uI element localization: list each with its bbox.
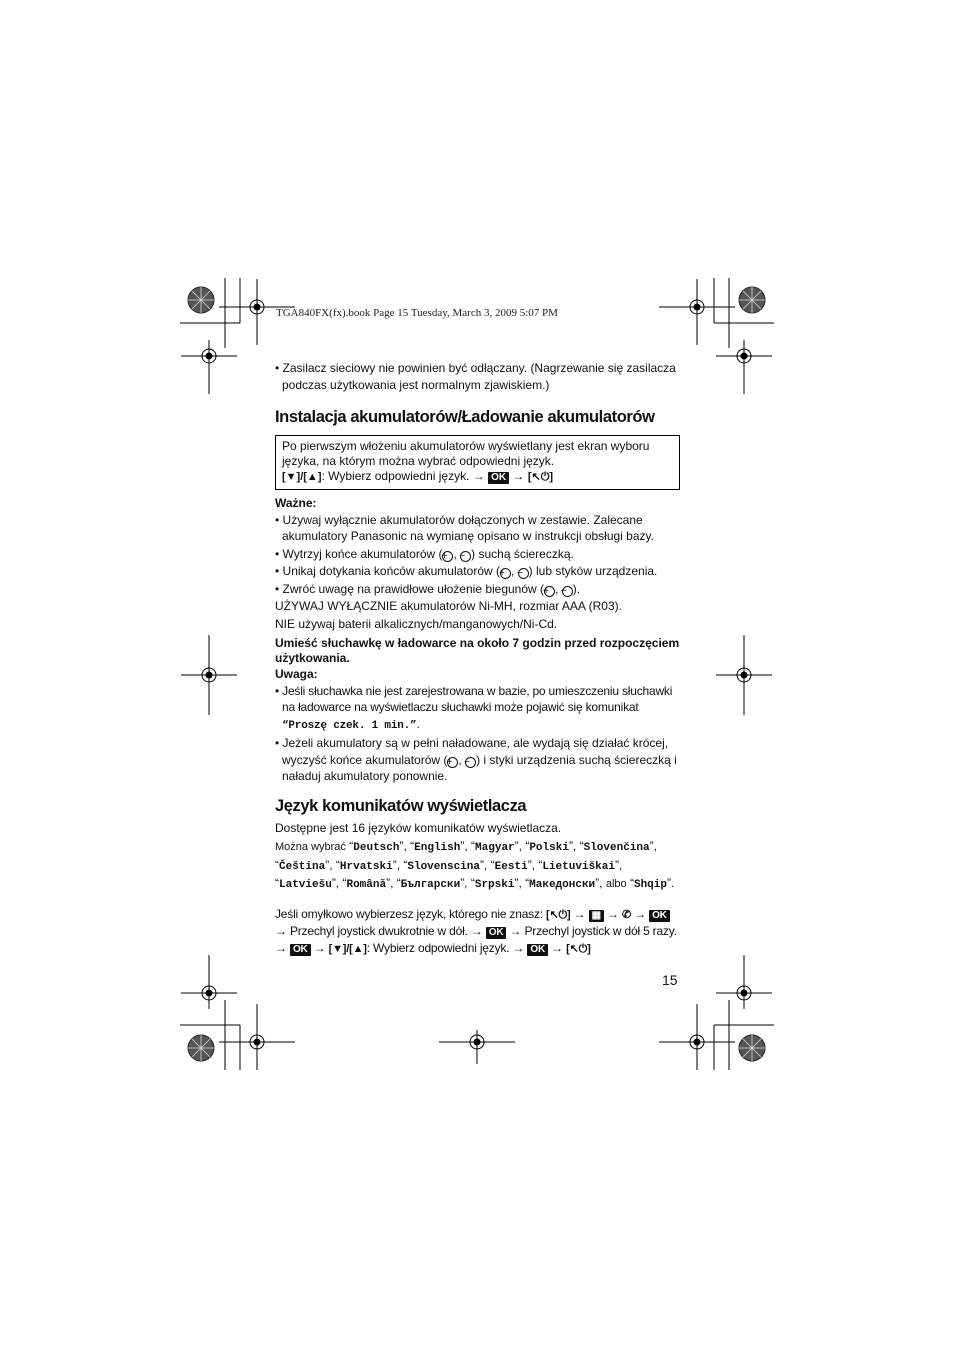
off-key-icon: [↖⏻] xyxy=(527,471,554,483)
list-item: • Wytrzyj końce akumulatorów (+ , − ) suchą ściereczką. xyxy=(275,546,574,562)
list-item: • Zwróć uwagę na prawidłowe ułożenie biegunów (+ , − ). xyxy=(275,581,581,597)
list-item: • Unikaj dotykania końców akumulatorów (+ , − ) lub styków urządzenia. xyxy=(275,564,658,579)
arrow-icon: → xyxy=(512,469,525,483)
language-option: Latviešu xyxy=(279,879,332,891)
menu-key-icon: ▦ xyxy=(589,910,604,922)
list-item: • Jeśli słuchawka nie jest zarejestrowana w bazie, po umieszczeniu słuchawki na ładowarce na wyświetlaczu słuchawki może pojawić się komunikat “Proszę czek. 1 min.”. xyxy=(275,683,673,732)
plus-pole-icon: + xyxy=(544,586,555,597)
ok-key-icon: OK xyxy=(649,910,670,922)
arrow-icon: → xyxy=(606,906,619,921)
down-up-keys: [▼]/[▲] xyxy=(328,942,367,955)
ok-key-icon: OK xyxy=(488,472,509,484)
ok-key-icon: OK xyxy=(527,944,548,956)
language-option: Deutsch xyxy=(353,842,400,854)
wazne-label: Ważne: xyxy=(275,496,317,510)
arrow-icon: → xyxy=(512,940,525,955)
list-item: UŻYWAJ WYŁĄCZNIE akumulatorów Ni-MH, rozmiar AAA (R03). xyxy=(275,599,622,613)
language-option: Македонски xyxy=(529,879,596,891)
handset-icon: ✆ xyxy=(621,908,631,921)
arrow-icon: → xyxy=(275,924,287,938)
display-message: “Proszę czek. 1 min.” xyxy=(282,719,417,732)
list-item: NIE używaj baterii alkalicznych/manganowych/Ni-Cd. xyxy=(275,616,558,631)
minus-pole-icon: − xyxy=(518,568,529,579)
off-key-icon: [↖⏻] xyxy=(546,908,571,921)
language-option: Română xyxy=(346,879,387,891)
language-option: Slovenscina xyxy=(407,860,480,873)
minus-pole-icon: − xyxy=(562,586,573,597)
section-title-batteries: Instalacja akumulatorów/Ładowanie akumulatorów xyxy=(275,408,655,426)
intro-bullet: • Zasilacz sieciowy nie powinien być odłączany. (Nagrzewanie się zasilacza podczas użytkowania jest normalnym zjawiskiem.) xyxy=(275,361,676,392)
language-option: Български xyxy=(400,879,461,891)
available-languages-text: Dostępne jest 16 języków komunikatów wyświetlacza. xyxy=(275,820,562,835)
language-list: Można wybrać “Deutsch”, “English”, “Magyar”, “Polski”, “Slovenčina”, “Čeština”, “Hrvatski”, “Slovenscina”, “Eesti”, “Lietuviškai”, “Latviešu”, “Română”, “Български”, “Srpski”, “Македонски”, albo “Shqip”. xyxy=(275,839,675,891)
language-select-box: Po pierwszym włożeniu akumulatorów wyświetlany jest ekran wyboru języka, na którym można wybrać odpowiedni język. [▼]/[▲]: Wybierz odpowiedni język. → OK → [↖⏻] xyxy=(275,435,680,490)
arrow-icon: → xyxy=(470,924,483,938)
plus-pole-icon: + xyxy=(500,568,511,579)
language-option: Magyar xyxy=(475,842,515,854)
language-option: Lietuviškai xyxy=(542,860,615,873)
plus-pole-icon: + xyxy=(442,551,453,562)
page-number: 15 xyxy=(662,972,678,988)
language-option: Čeština xyxy=(279,860,326,873)
arrow-icon: → xyxy=(551,940,563,955)
off-key-icon: [↖⏻] xyxy=(566,942,591,955)
minus-pole-icon: − xyxy=(460,551,471,562)
plus-pole-icon: + xyxy=(447,757,458,768)
albo-text: albo xyxy=(605,878,627,890)
language-option: Srpski xyxy=(474,879,515,891)
arrow-icon: → xyxy=(275,940,287,955)
language-option: Polski xyxy=(529,842,569,854)
arrow-icon: → xyxy=(634,906,646,921)
arrow-icon: → xyxy=(313,940,326,955)
wrong-language-procedure: Jeśli omyłkowo wybierzesz język, którego nie znasz: [↖⏻] → ▦ → ✆ → OK → Przechyl joystick dwukrotnie w dół. → OK → Przechyl joystick w dół 5 razy. → OK → [▼]/[▲]: Wybierz odpowiedni język. → OK → [↖⏻] xyxy=(275,906,677,955)
section-title-language: Język komunikatów wyświetlacza xyxy=(275,796,527,815)
list-item: • Jeżeli akumulatory są w pełni naładowane, ale wydają się działać krócej, wyczyść końce akumulatorów (+ , − ) i styki urządzenia suchą ściereczką i naładuj akumulatory ponownie. xyxy=(275,736,677,783)
arrow-icon: → xyxy=(472,469,485,483)
ok-key-icon: OK xyxy=(486,927,507,939)
language-option: English xyxy=(414,842,461,854)
list-item: • Używaj wyłącznie akumulatorów dołączonych w zestawie. Zalecane akumulatory Panasonic na wymianę opisano w instrukcji obsługi bazy. xyxy=(275,512,654,543)
language-option: Shqip xyxy=(633,879,667,891)
arrow-icon: → xyxy=(509,924,522,938)
uwaga-label: Uwaga: xyxy=(275,667,318,681)
language-option: Hrvatski xyxy=(339,860,393,873)
language-option: Slovenčina xyxy=(583,842,650,854)
language-option: Eesti xyxy=(494,860,528,873)
charge-note: Umieść słuchawkę w ładowarce na około 7 godzin przed rozpoczęciem użytkowania. xyxy=(275,636,680,665)
arrow-icon: → xyxy=(573,906,586,921)
page-content xyxy=(275,360,680,957)
print-header: TGA840FX(fx).book Page 15 Tuesday, March 3, 2009 5:07 PM xyxy=(276,307,558,319)
ok-key-icon: OK xyxy=(290,944,311,956)
down-up-keys: [▼]/[▲] xyxy=(282,471,322,483)
minus-pole-icon: − xyxy=(465,757,476,768)
